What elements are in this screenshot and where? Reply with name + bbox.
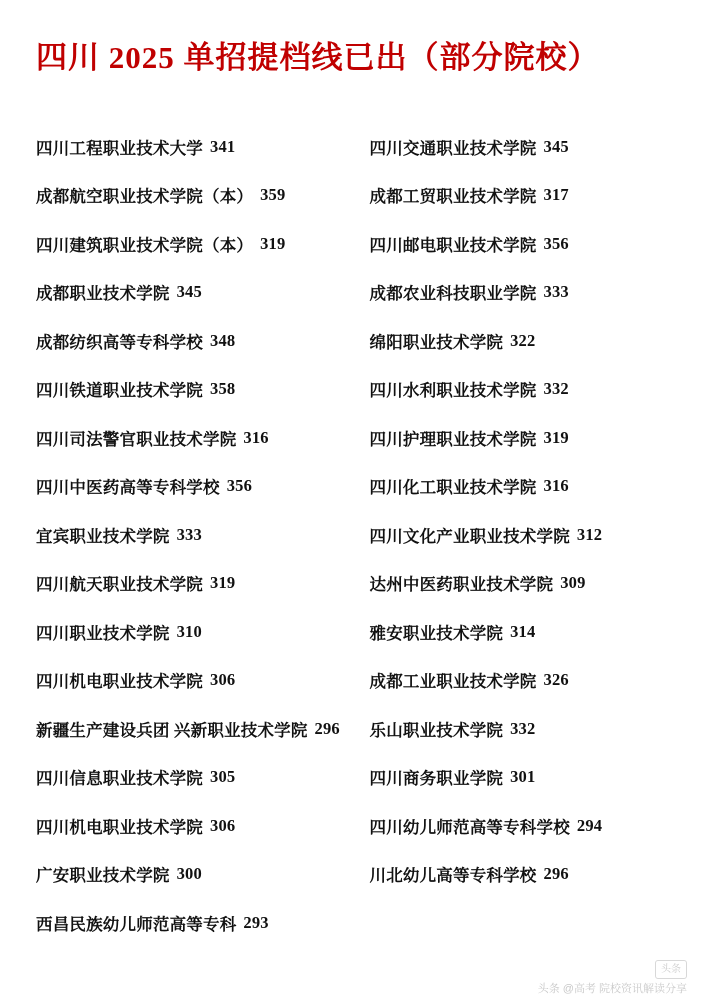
school-name: 新疆生产建设兵团 兴新职业技术学院	[36, 720, 308, 740]
list-item	[370, 462, 680, 511]
school-score: 332	[510, 718, 536, 738]
school-name: 四川工程职业技术大学	[36, 138, 203, 158]
list-item	[36, 510, 356, 559]
list-item	[370, 607, 680, 656]
school-name: 四川中医药高等专科学校	[36, 478, 220, 498]
list-item	[36, 268, 356, 317]
school-name: 四川交通职业技术学院	[369, 138, 537, 158]
school-score: 293	[243, 912, 269, 932]
list-item	[36, 365, 356, 414]
school-name: 乐山职业技术学院	[369, 720, 504, 740]
school-name: 西昌民族幼儿师范高等专科	[36, 914, 237, 934]
list-item	[36, 171, 356, 220]
school-score: 345	[543, 136, 569, 156]
title-prefix: 四川	[36, 40, 109, 75]
list-item	[36, 462, 356, 511]
list-item	[370, 559, 680, 608]
school-name: 四川信息职业技术学院	[36, 769, 203, 789]
school-name: 四川铁道职业技术学院	[36, 381, 203, 401]
list-item	[370, 365, 680, 414]
list-item	[36, 607, 356, 656]
left-column	[32, 122, 356, 947]
school-score: 317	[543, 185, 569, 205]
watermark-text: 头条 @高考 院校资讯解读分享	[537, 982, 687, 995]
school-score: 305	[210, 767, 236, 787]
school-name: 成都工贸职业技术学院	[369, 187, 537, 207]
list-item	[36, 753, 356, 802]
school-score: 332	[543, 379, 569, 399]
list-item	[36, 704, 356, 753]
list-item	[370, 122, 680, 171]
school-name: 成都纺织高等专科学校	[36, 332, 203, 352]
school-score: 319	[543, 427, 569, 447]
school-name: 宜宾职业技术学院	[36, 526, 170, 546]
school-score: 301	[510, 767, 536, 787]
school-score: 309	[560, 573, 586, 593]
school-name: 达州中医药职业技术学院	[369, 575, 554, 595]
school-score: 326	[543, 670, 569, 690]
school-name: 四川化工职业技术学院	[369, 478, 537, 498]
list-item	[36, 898, 356, 947]
school-score: 359	[260, 185, 286, 205]
school-score: 348	[210, 330, 236, 350]
school-score: 316	[243, 427, 269, 447]
school-name: 雅安职业技术学院	[369, 623, 504, 643]
list-item	[370, 704, 680, 753]
school-name: 四川护理职业技术学院	[369, 429, 537, 449]
school-score: 345	[176, 282, 202, 302]
school-score: 341	[210, 136, 236, 156]
school-score: 306	[210, 670, 236, 690]
list-item	[36, 122, 356, 171]
list-item	[36, 850, 356, 899]
list-item	[36, 801, 356, 850]
school-name: 绵阳职业技术学院	[369, 332, 504, 352]
watermark-logo: 头条	[655, 960, 687, 979]
school-score: 356	[226, 476, 253, 496]
school-name: 四川司法警官职业技术学院	[36, 429, 237, 449]
school-name: 四川机电职业技术学院	[36, 672, 203, 692]
list-item	[370, 850, 680, 899]
school-score: 358	[210, 379, 236, 399]
list-item	[36, 656, 356, 705]
page-title	[36, 38, 679, 78]
school-name: 成都职业技术学院	[36, 284, 170, 304]
school-name: 成都航空职业技术学院（本）	[36, 187, 254, 207]
school-score-list	[32, 122, 679, 947]
school-name: 成都工业职业技术学院	[369, 672, 537, 692]
school-score: 333	[543, 282, 569, 302]
school-score: 333	[176, 524, 202, 544]
title-year: 2025	[108, 40, 175, 75]
school-name: 四川文化产业职业技术学院	[369, 526, 570, 546]
list-item	[370, 510, 680, 559]
list-item	[370, 268, 680, 317]
school-name: 四川职业技术学院	[36, 623, 170, 643]
list-item	[36, 413, 356, 462]
school-score: 319	[210, 573, 236, 593]
school-name: 川北幼儿高等专科学校	[369, 866, 537, 886]
school-score: 296	[314, 718, 340, 738]
school-score: 310	[176, 621, 202, 641]
school-score: 319	[260, 233, 286, 253]
school-score: 294	[576, 815, 603, 835]
school-score: 356	[543, 233, 569, 253]
right-column	[356, 122, 680, 947]
list-item	[370, 171, 680, 220]
school-name: 广安职业技术学院	[36, 866, 170, 886]
school-name: 四川邮电职业技术学院	[369, 235, 537, 255]
list-item	[370, 753, 680, 802]
school-name: 四川机电职业技术学院	[36, 817, 203, 837]
school-score: 322	[510, 330, 536, 350]
school-name: 四川水利职业技术学院	[369, 381, 537, 401]
title-suffix: 单招提档线已出（部分院校）	[174, 40, 600, 75]
list-item	[36, 316, 356, 365]
school-score: 296	[543, 864, 569, 884]
list-item	[370, 413, 680, 462]
school-name: 四川建筑职业技术学院（本）	[36, 235, 254, 255]
watermark	[538, 960, 687, 998]
school-score: 312	[576, 524, 603, 544]
school-score: 316	[543, 476, 569, 496]
list-item	[36, 559, 356, 608]
school-name: 四川幼儿师范高等专科学校	[369, 817, 570, 837]
school-name: 四川航天职业技术学院	[36, 575, 203, 595]
school-score: 306	[210, 815, 236, 835]
list-item	[36, 219, 356, 268]
list-item	[370, 656, 680, 705]
school-score: 314	[510, 621, 536, 641]
school-score: 300	[176, 864, 202, 884]
list-item	[370, 316, 680, 365]
school-name: 四川商务职业学院	[369, 769, 504, 789]
list-item	[370, 801, 680, 850]
school-name: 成都农业科技职业学院	[369, 284, 537, 304]
list-item	[370, 219, 680, 268]
